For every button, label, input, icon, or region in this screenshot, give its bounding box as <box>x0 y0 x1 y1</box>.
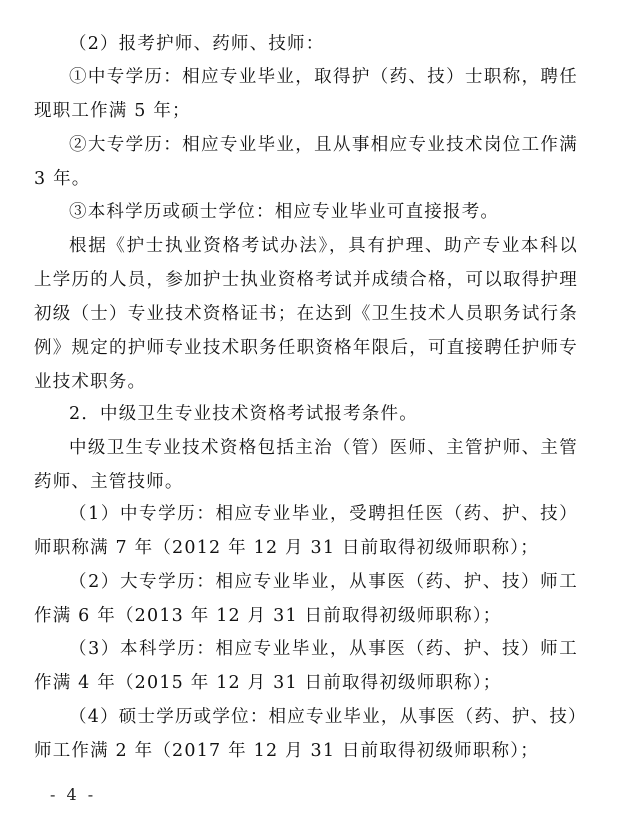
paragraph-6: 2．中级卫生专业技术资格考试报考条件。 <box>69 404 418 424</box>
paragraph-9: （2）大专学历：相应专业毕业，从事医（药、护、技）师工作满 6 年（2013 年 12 月 31 日前取得初级师职称）； <box>34 572 578 626</box>
paragraph-2: ①中专学历：相应专业毕业，取得护（药、技）士职称，聘任现职工作满 5 年； <box>34 67 578 121</box>
paragraph-7: 中级卫生专业技术资格包括主治（管）医师、主管护师、主管药师、主管技师。 <box>34 438 578 492</box>
paragraph-3: ②大专学历：相应专业毕业，且从事相应专业技术岗位工作满 3 年。 <box>34 135 578 189</box>
paragraph-8: （1）中专学历：相应专业毕业，受聘担任医（药、护、技）师职称满 7 年（2012 年 12 月 31 日前取得初级师职称）； <box>34 504 578 558</box>
paragraph-10: （3）本科学历：相应专业毕业，从事医（药、护、技）师工作满 4 年（2015 年 12 月 31 日前取得初级师职称）； <box>34 639 578 693</box>
page-number: - 4 - <box>50 785 97 804</box>
paragraph-1: （2）报考护师、药师、技师： <box>69 34 325 54</box>
paragraph-11: （4）硕士学历或学位：相应专业毕业，从事医（药、护、技）师工作满 2 年（2017 年 12 月 31 日前取得初级师职称）； <box>34 707 578 761</box>
paragraph-4: ③本科学历或硕士学位：相应专业毕业可直接报考。 <box>69 202 500 222</box>
paragraph-5: 根据《护士执业资格考试办法》，具有护理、助产专业本科以上学历的人员，参加护士执业资格考试并成绩合格，可以取得护理初级（士）专业技术资格证书；在达到《卫生技术人员职务试行条例》规定的护师专业技术职务任职资格年限后，可直接聘任护师专业技术职务。 <box>34 236 578 392</box>
